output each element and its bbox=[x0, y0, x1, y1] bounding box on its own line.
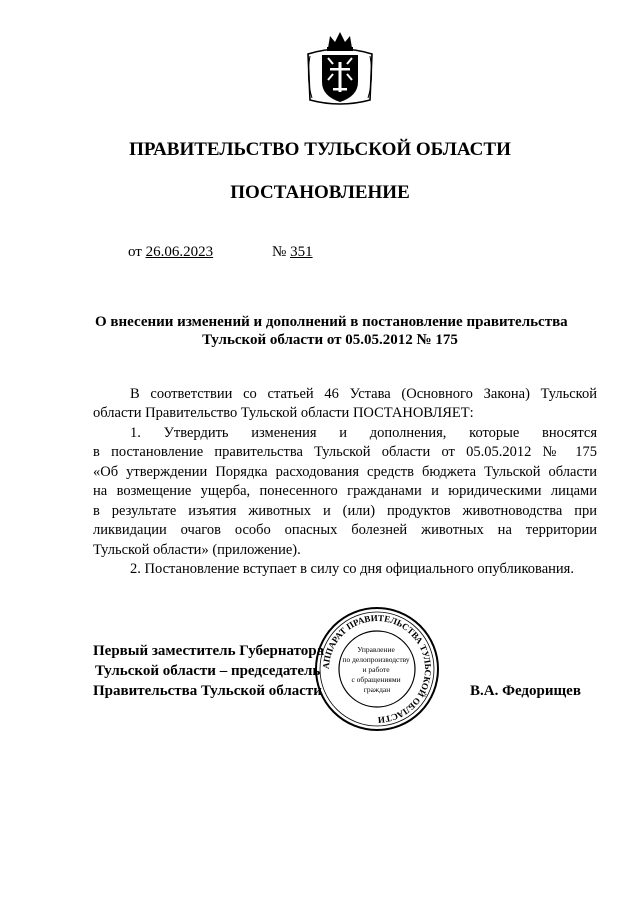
svg-text:Управление по делопроизвод bbox=[342, 645, 411, 694]
signer-title-line: Тульской области – председатель bbox=[95, 663, 321, 679]
date-value: 26.06.2023 bbox=[145, 244, 214, 260]
tula-coat-of-arms-icon bbox=[300, 28, 380, 108]
signer-title-line: Правительства Тульской области bbox=[93, 683, 322, 699]
body-line: В соответствии со статьей 46 Устава (Основного Закона) Тульской bbox=[130, 386, 597, 402]
stamp-text-line: по делопроизводству bbox=[342, 655, 410, 664]
subject-line: О внесении изменений и дополнений в постановление правительства bbox=[95, 314, 568, 330]
document-number bbox=[272, 244, 313, 261]
government-title: ПРАВИТЕЛЬСТВО ТУЛЬСКОЙ ОБЛАСТИ bbox=[129, 139, 511, 160]
document-subject bbox=[95, 313, 568, 349]
document-type: ПОСТАНОВЛЕНИЕ bbox=[230, 182, 410, 203]
body-line: в результате изъятия животных и (или) продуктов животноводства при bbox=[93, 503, 597, 519]
body-line: 2. Постановление вступает в силу со дня официального опубликования. bbox=[130, 561, 574, 577]
document-date bbox=[128, 244, 213, 261]
body-line: 1. Утвердить изменения и дополнения, которые вносятся bbox=[130, 425, 597, 441]
subject-line: Тульской области от 05.05.2012 № 175 bbox=[202, 332, 458, 348]
stamp-text-line: и работе bbox=[362, 665, 390, 674]
official-stamp bbox=[313, 605, 441, 733]
date-prefix: от bbox=[128, 244, 142, 260]
body-line: ликвидации очагов особо опасных болезней животных на территории bbox=[93, 522, 597, 538]
stamp-text-line: Управление bbox=[357, 645, 395, 654]
body-line: в постановление правительства Тульской области от 05.05.2012 № 175 bbox=[93, 444, 597, 460]
stamp-ring-text: АППАРАТ ПРАВИТЕЛЬСТВА ТУЛЬСКОЙ ОБЛАСТИ bbox=[320, 612, 434, 726]
body-line: «Об утверждении Порядка расходования средств бюджета Тульской области bbox=[93, 464, 597, 480]
stamp-text-line: граждан bbox=[363, 685, 391, 694]
number-prefix: № bbox=[272, 244, 287, 260]
body-line: области Правительство Тульской области ПОСТАНОВЛЯЕТ: bbox=[93, 405, 474, 421]
signer-title-line: Первый заместитель Губернатора bbox=[93, 643, 325, 659]
body-line: на возмещение ущерба, понесенного гражданами и юридическими лицами bbox=[93, 483, 597, 499]
number-value: 351 bbox=[290, 244, 313, 260]
signer-name: В.А. Федорищев bbox=[470, 683, 581, 699]
body-line: Тульской области» (приложение). bbox=[93, 542, 301, 558]
stamp-text-line: с обращениями bbox=[351, 675, 401, 684]
